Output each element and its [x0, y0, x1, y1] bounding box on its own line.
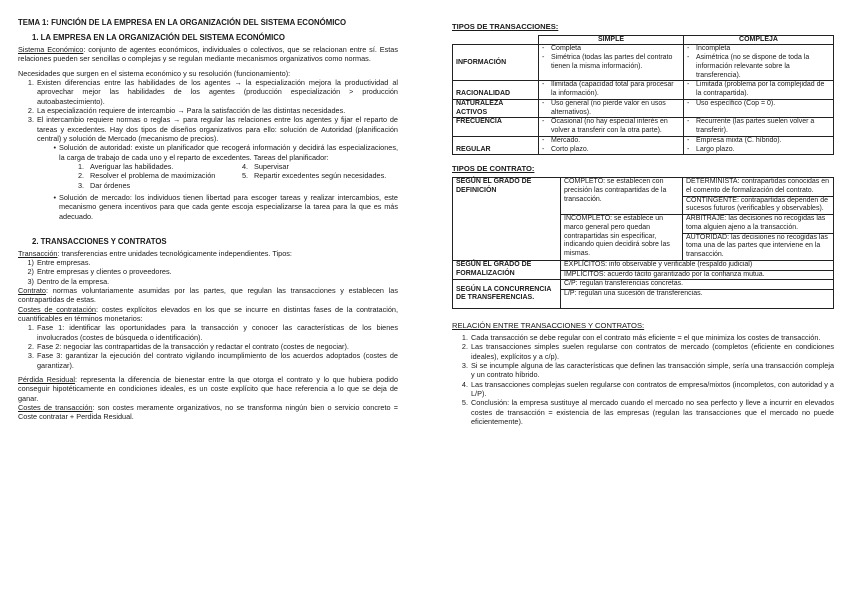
row-label: RACIONALIDAD — [453, 81, 539, 100]
list-item: 4. Las transacciones complejas suelen regularse con contratos de empresa/mixtos (incompletos, con autoridad y a L/P). — [461, 379, 834, 398]
row-label: INFORMACIÓN — [453, 45, 539, 81]
task-item: 4. Supervisar — [242, 161, 289, 171]
col-header-simple: SIMPLE — [539, 35, 684, 45]
page-title: TEMA 1: FUNCIÓN DE LA EMPRESA EN LA ORGANIZACIÓN DEL SISTEMA ECONÓMICO — [18, 18, 347, 27]
table-row — [453, 260, 834, 270]
list-item: 2) Entre empresas y clientes o proveedores. — [27, 267, 172, 277]
list-item: 1. Fase 1: identificar las oportunidades para la transacción y conocer las características de los bienes involucrados (costes de búsqueda o identificación). — [27, 323, 398, 342]
cell-contingente: CONTINGENTE: contrapartidas dependen de sucesos futuros (verificables y observables). — [683, 196, 834, 215]
list-item: 2. Fase 2: negociar las contrapartidas de la transacción y redactar el contrato (costes de negociar). — [27, 342, 349, 352]
tipos-contrato-title: TIPOS DE CONTRATO: — [452, 164, 535, 174]
cell-simple: - Completa - Simétrica (todas las partes del contrato tienen la misma información). — [539, 45, 684, 81]
sistema-economico-definition: Sistema Económico: conjunto de agentes económicos, individuales o colectivos, que se relacionan entre sí. Estas relaciones pueden ser sencillas o complejas y se regulan mediante mecanismos organizativos como normas. — [18, 44, 399, 64]
list-item: 3. Si se incumple alguna de las características que definen las transacción simple, sería una transacción compleja y un contrato híbrido. — [461, 360, 834, 380]
list-item: 2. Las transacciones simples suelen regularse con contratos de mercado (completos (eficiente en condiciones ideales), explícitos y a c/p). — [461, 342, 834, 361]
cell-autoridad: AUTORIDAD: las decisiones no recogidas las toma una de las partes que interviene en la transacción. — [683, 233, 834, 260]
cell-arbitraje: ARBITRAJE: las decisiones no recogidas las toma alguien ajeno a la transacción. — [683, 215, 834, 234]
table-row — [453, 178, 834, 197]
costes-transaccion-definition: Costes de transacción: son costes meramente organizativos, no se transforma ningún bien o servicio concreto = Coste contratar + Perdida Residual. — [18, 403, 399, 422]
bullet-autoridad: • Solución de autoridad: existe un planificador que recogerá información y decidirá las especializaciones, la carga de trabajo de cada uno y el reparto de excedentes. Tareas del planificador: — [53, 143, 398, 162]
list-item: 1. Cada transacción se debe regular con el contrato más eficiente = el que minimiza los costes de transacción. — [461, 332, 821, 342]
contratos-table — [452, 177, 834, 309]
section-2-heading: 2. TRANSACCIONES Y CONTRATOS — [32, 236, 167, 246]
table-row — [453, 118, 834, 137]
task-item: 3. Dar órdenes — [78, 180, 131, 190]
relacion-list — [452, 333, 834, 426]
needs-list — [18, 78, 398, 143]
cell-compleja: - Limitada (problema por la complejidad de la contrapartida). — [684, 81, 834, 100]
row-label: REGULAR — [453, 136, 539, 155]
transacciones-table — [452, 35, 834, 156]
task-item: 2. Resolver el problema de maximización — [78, 171, 216, 181]
task-item: 5. Repartir excedentes según necesidades. — [242, 171, 387, 181]
cell-simple: - Mercado. - Corto plazo. — [539, 136, 684, 155]
table-row — [453, 280, 834, 290]
cell-compleja: - Uso específico (Cop = 0). — [684, 99, 834, 118]
col-header-compleja: COMPLEJA — [684, 35, 834, 45]
left-column — [18, 18, 398, 422]
table-row — [453, 81, 834, 100]
table-row — [453, 45, 834, 81]
cell-completo: COMPLETO: se establecen con precisión las contrapartidas de la transacción. — [561, 178, 683, 215]
cell-explicitos: EXPLÍCITOS: info observable y verificable (respaldo judicial) — [561, 260, 834, 270]
cell-incompleto: INCOMPLETO: se establece un marco general pero quedan contrapartidas sin especificar, indicando quien decidirá sobre las mismas. — [561, 215, 683, 261]
list-item: 1) Entre empresas. — [27, 258, 91, 268]
row-label: SEGÚN LA CONCURRENCIA DE TRANSFERENCIAS. — [453, 280, 561, 309]
transaccion-definition: Transacción: transferencias entre unidades tecnológicamente independientes. Tipos: — [18, 248, 292, 258]
contrato-definition: Contrato: normas voluntariamente asumidas por las partes, que regulan las transacciones y establecen las contrapartidas de estas. — [18, 286, 398, 305]
relacion-title: RELACIÓN ENTRE TRANSACCIONES Y CONTRATOS: — [452, 321, 645, 331]
list-item: 2. La especialización requiere de intercambio → Para la satisfacción de las distintas necesidades. — [27, 105, 346, 115]
list-item: 3) Dentro de la empresa. — [27, 276, 110, 286]
cell-implicitos: IMPLÍCITOS: acuerdo tácito garantizado por la confianza mutua. — [561, 270, 834, 280]
table-header-row — [453, 35, 834, 45]
table-row — [453, 136, 834, 155]
list-item: 3. Fase 3: garantizar la ejecución del contrato vigilando incumplimiento de los acuerdos adoptados (costes de garantizar). — [27, 351, 398, 370]
list-item: 5. Conclusión: la empresa sustituye al mercado cuando el mercado no sea perfecto y lleve a incurrir en elevados costes de transacción = existencia de las empresas (regulan las transacciones que el mercado no puede eficientemente). — [461, 398, 834, 426]
tipos-transacciones-title: TIPOS DE TRANSACCIONES: — [452, 22, 559, 31]
right-column — [452, 22, 834, 426]
list-item: 3. El intercambio requiere normas o reglas → para regular las relaciones entre los agentes y fijar el reparto de tareas y excedentes. Hay dos tipos de diseños organizativos para ello: solución de Autoridad (planificación central) y solución de Mercado (mecanismo de precios). — [27, 115, 398, 143]
row-label: SEGÚN EL GRADO DE FORMALIZACIÓN — [453, 260, 561, 280]
planner-tasks — [18, 162, 398, 190]
cell-compleja: - Empresa mixta (C. híbrido). - Largo plazo. — [684, 136, 834, 155]
section-1-heading: 1. LA EMPRESA EN LA ORGANIZACIÓN DEL SISTEMA ECONÓMICO — [32, 32, 285, 42]
row-label: FRECUENCIA — [453, 118, 539, 137]
cell-compleja: - Recurrente (las partes suelen volver a transferir). — [684, 118, 834, 137]
cell-simple: - Ocasional (no hay especial interés en volver a transferir con la otra parte). — [539, 118, 684, 137]
cell-lp: L/P: regulan una sucesión de transferencias. — [561, 290, 834, 309]
transaction-types — [18, 258, 398, 286]
perdida-residual-definition: Pérdida Residual: representa la diferencia de bienestar entre la que otorga el contrato y lo que hubiera podido conseguir hipotéticamente en condiciones ideales, es un coste explícito que hace referencia a lo que se deja de ganar. — [18, 375, 399, 403]
needs-intro: Necesidades que surgen en el sistema económico y su resolución (funcionamiento): — [18, 68, 291, 78]
phases-list — [18, 323, 398, 370]
cell-compleja: - Incompleta - Asimétrica (no se dispone de toda la información relevante sobre la transferencia). — [684, 45, 834, 81]
bullet-mercado: • Solución de mercado: los individuos tienen libertad para escoger tareas y realizar intercambios, este mecanismo genera incentivos para que cada gente escoja especializarse la tarea para la que es más adecuado. — [53, 192, 398, 221]
table-row — [453, 99, 834, 118]
cell-cp: C/P: regulan transferencias concretas. — [561, 280, 834, 290]
list-item: 1. Existen diferencias entre las habilidades de los agentes → la especialización mejora la productividad al aprovechar mejor las habilidades de los agentes (producción especialización > producción autoabastecimiento). — [27, 77, 398, 106]
costes-contratacion-definition: Costes de contratación: costes explícitos elevados en los que se incurre en distintas fases de la contratación, cuantificables en términos monetarios: — [18, 304, 399, 324]
cell-simple: - Uso general (no pierde valor en usos alternativos). — [539, 99, 684, 118]
row-label: SEGÚN EL GRADO DE DEFINICIÓN — [453, 178, 561, 261]
cell-determinista: DETERMINISTA: contrapartidas conocidas en el comento de formalización del contrato. — [683, 178, 834, 197]
row-label: NATURALEZA ACTIVOS — [453, 99, 539, 118]
cell-simple: - Ilimitada (capacidad total para procesar la información). — [539, 81, 684, 100]
task-item: 1. Averiguar las habilidades. — [78, 161, 174, 171]
